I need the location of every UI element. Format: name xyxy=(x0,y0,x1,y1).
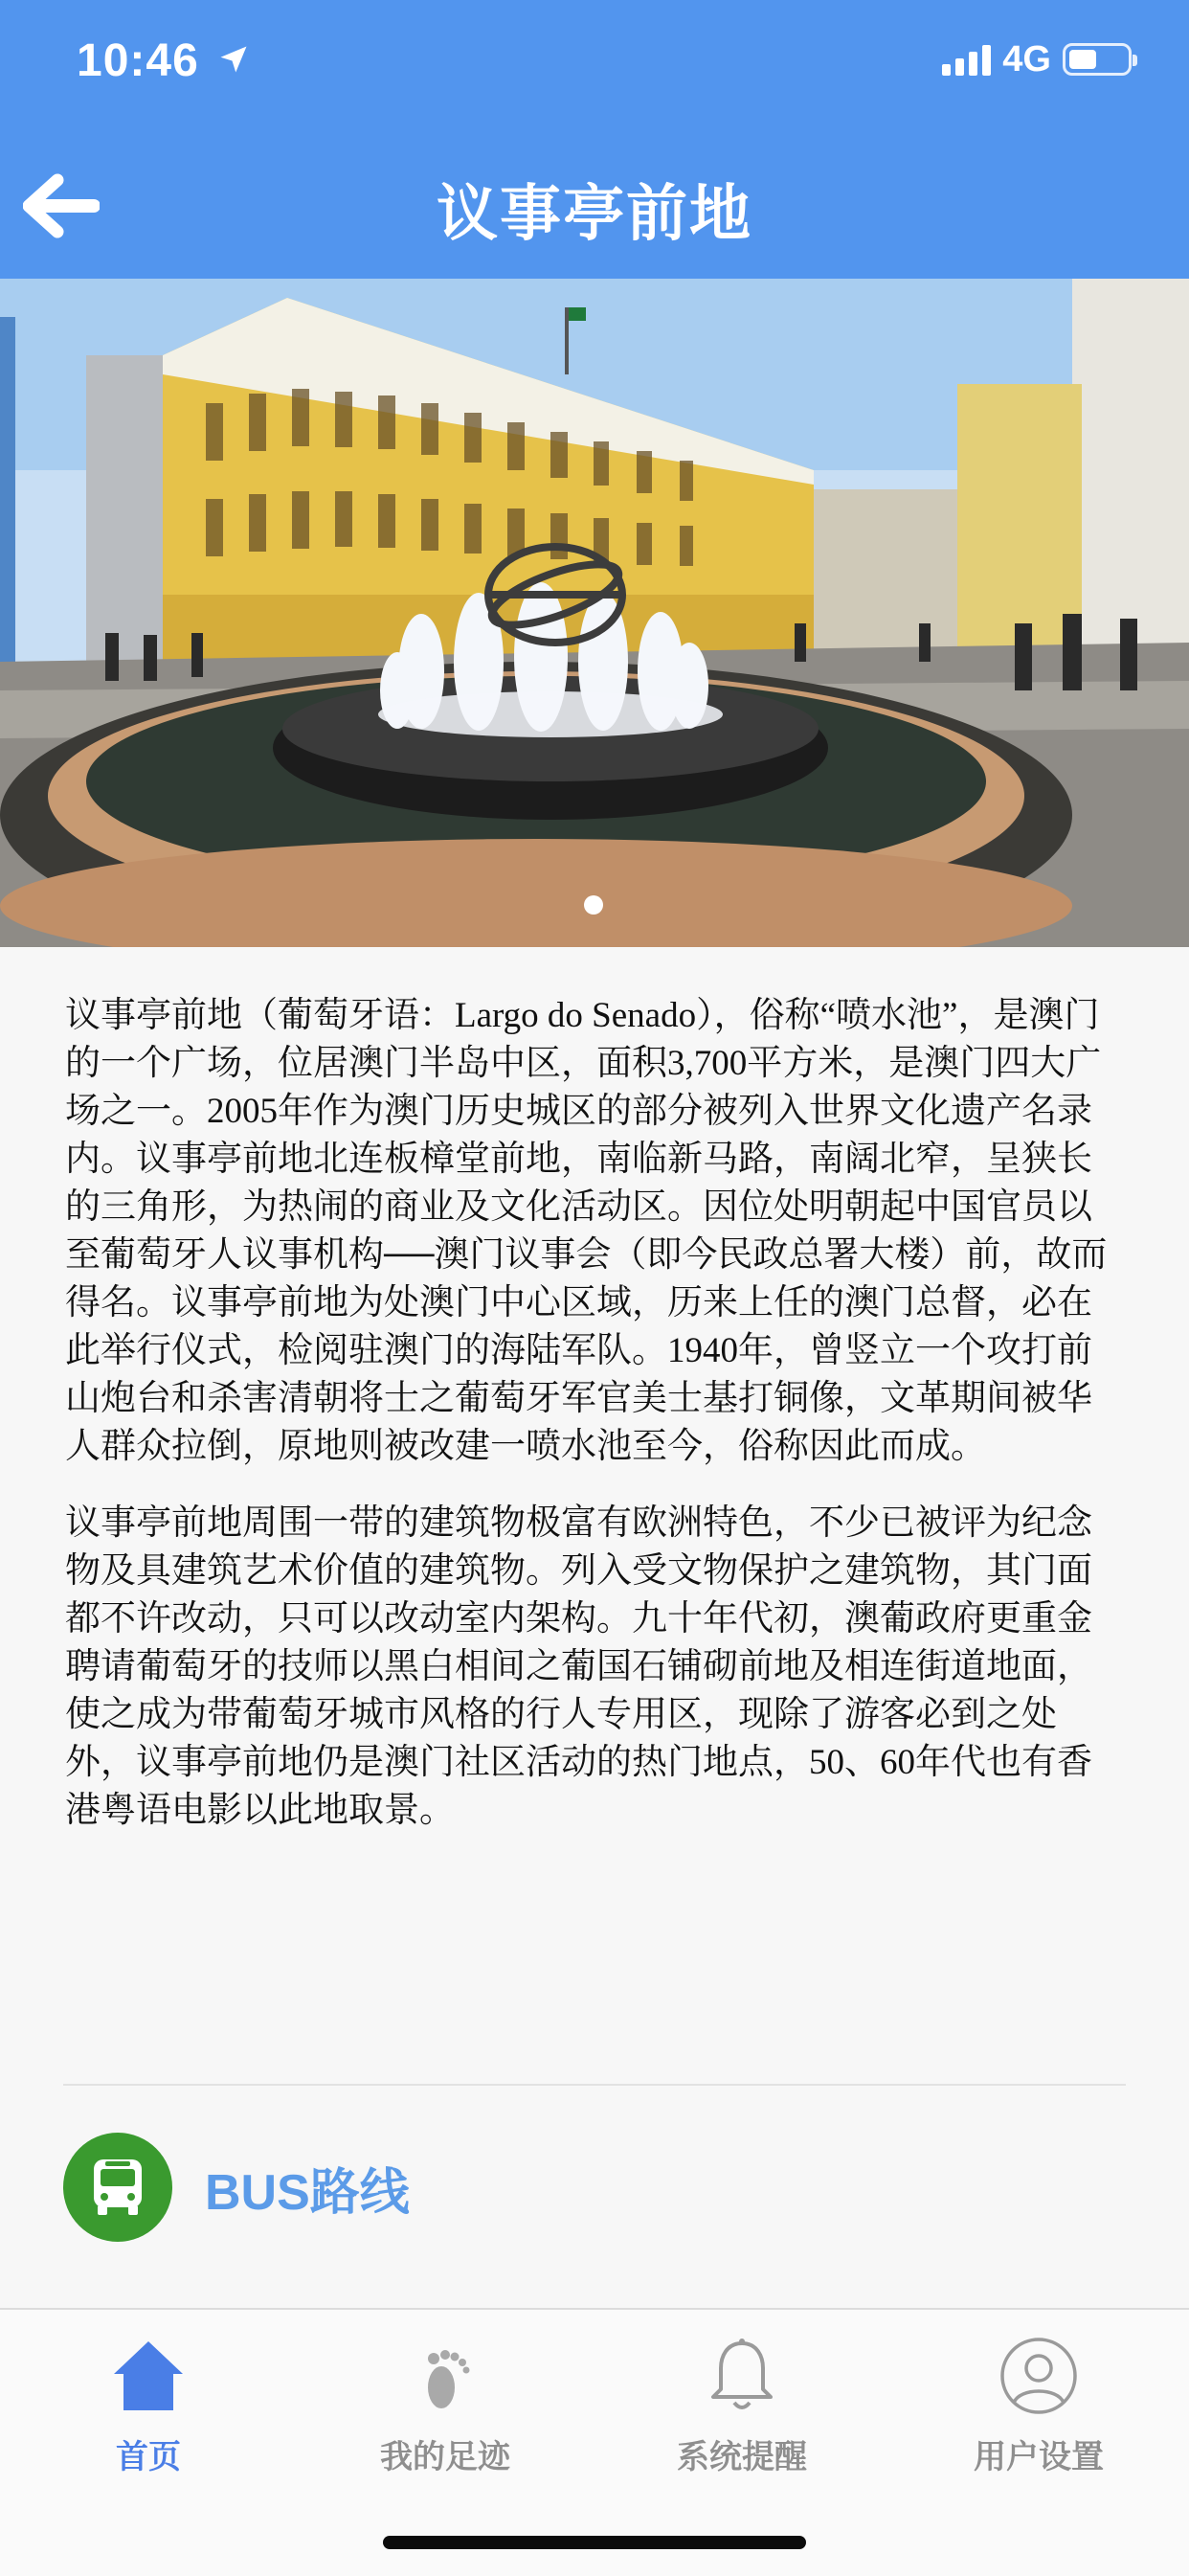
home-indicator xyxy=(383,2536,806,2549)
bus-icon xyxy=(63,2133,172,2242)
footprint-icon xyxy=(407,2338,483,2414)
section-divider xyxy=(63,2084,1126,2086)
tab-label: 首页 xyxy=(116,2439,181,2475)
bus-section-title: BUS路线 xyxy=(205,2164,410,2221)
image-carousel[interactable] xyxy=(0,279,1189,947)
bottom-tab-bar xyxy=(0,2308,1189,2576)
status-indicators xyxy=(942,38,1132,80)
tab-footprints[interactable] xyxy=(335,2333,555,2477)
page-title: 议事亭前地 xyxy=(437,179,752,248)
bus-section-header xyxy=(63,2132,410,2243)
description xyxy=(65,992,1126,1864)
description-paragraph: 议事亭前地（葡萄牙语：Largo do Senado），俗称“喷水池”，是澳门的一个广场，位居澳门半岛中区，面积3,700平方米，是澳门四大广场之一。2005年作为澳门历史城区的部分被列入世界文化遗产名录内。议事亭前地北连板樟堂前地，南临新马路，南阔北窄，呈狭长的三角形，为热闹的商业及文化活动区。因位处明朝起中国官员以至葡萄牙人议事机构──澳门议事会（即今民政总署大楼）前，故而得名。议事亭前地为处澳门中心区域，历来上任的澳门总督，必在此举行仪式，检阅驻澳门的海陆军队。1940年，曾竖立一个攻打前山炮台和杀害清朝将士之葡萄牙军官美士基打铜像，文革期间被华人群众拉倒，原地则被改建一喷水池至今，俗称因此而成。 xyxy=(65,996,1108,1466)
hero-photo xyxy=(0,279,1189,947)
tab-label: 我的足迹 xyxy=(380,2439,510,2475)
signal-icon xyxy=(942,43,991,76)
carousel-indicator[interactable] xyxy=(584,895,603,915)
tab-notifications[interactable] xyxy=(632,2333,852,2477)
tab-label: 系统提醒 xyxy=(677,2439,807,2475)
location-arrow-icon xyxy=(216,42,251,77)
home-icon xyxy=(110,2338,187,2414)
description-paragraph: 议事亭前地周围一带的建筑物极富有欧洲特色，不少已被评为纪念物及具建筑艺术价值的建筑物。列入受文物保护之建筑物，其门面都不许改动，只可以改动室内架构。九十年代初，澳葡政府更重金聘请葡萄牙的技师以黑白相间之葡国石铺砌前地及相连街道地面，使之成为带葡萄牙城市风格的行人专用区，现除了游客必到之处外，议事亭前地仍是澳门社区活动的热门地点，50、60年代也有香港粤语电影以此地取景。 xyxy=(65,1503,1092,1830)
bell-icon xyxy=(702,2336,782,2416)
status-time: 10:46 xyxy=(77,35,199,86)
tab-home[interactable] xyxy=(38,2333,258,2477)
battery-icon xyxy=(1063,43,1132,76)
tab-user-settings[interactable] xyxy=(929,2333,1149,2477)
header-bar xyxy=(0,0,1189,279)
user-icon xyxy=(998,2336,1079,2416)
tab-label: 用户设置 xyxy=(974,2439,1104,2475)
network-type: 4G xyxy=(1002,38,1051,79)
